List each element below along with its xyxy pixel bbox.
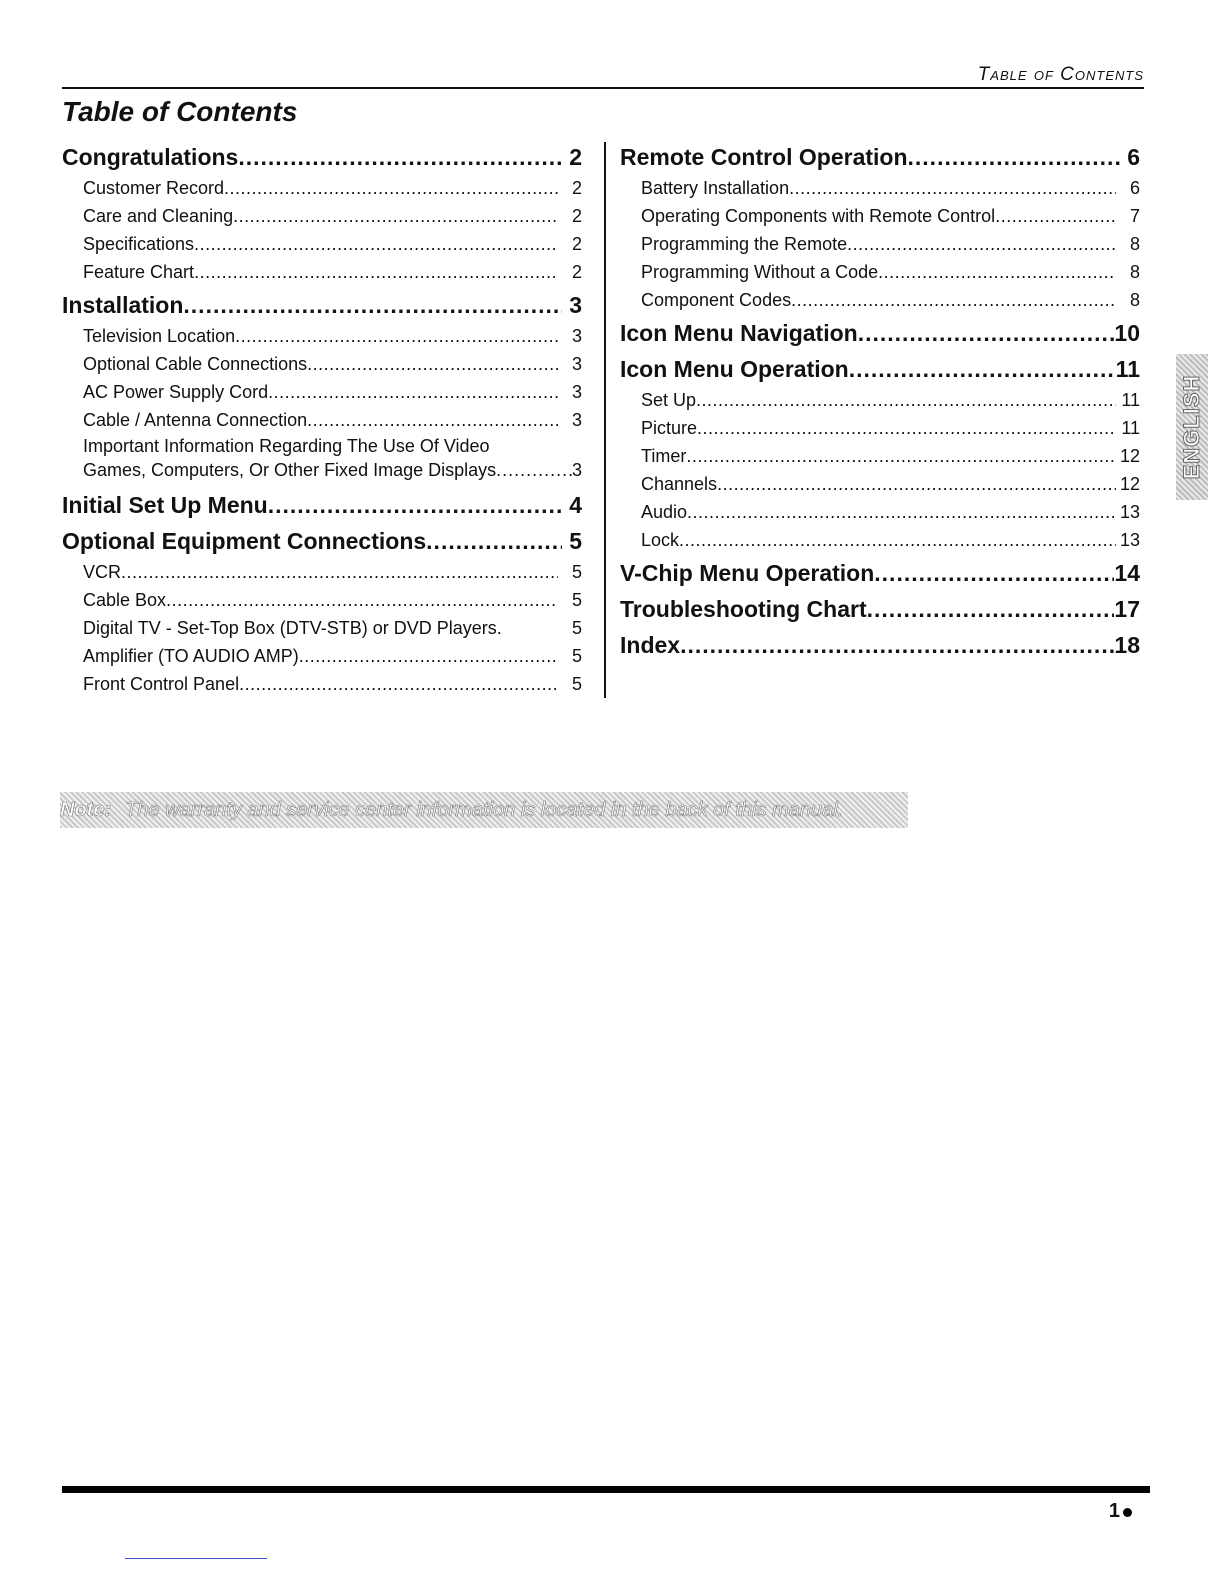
toc-subentry[interactable] bbox=[62, 350, 582, 378]
toc-entry-page: 3 bbox=[571, 382, 582, 402]
toc-entry-page: 12 bbox=[1119, 446, 1140, 466]
toc-subentry[interactable] bbox=[620, 414, 1140, 442]
toc-subentry[interactable] bbox=[620, 258, 1140, 286]
toc-entry-title: VCR bbox=[83, 562, 122, 582]
dot-leader bbox=[874, 556, 1114, 590]
toc-entry-title: Front Control Panel bbox=[83, 674, 240, 694]
toc-entry-title: Cable Box bbox=[83, 590, 167, 610]
footer-rule bbox=[62, 1486, 1150, 1493]
toc-entry-title: Feature Chart bbox=[83, 262, 195, 282]
toc-entry-page: 8 bbox=[1129, 290, 1140, 310]
toc-subentry-title-line1: Important Information Regarding The Use Of Video bbox=[83, 436, 490, 456]
toc-entry-title: Customer Record bbox=[83, 178, 225, 198]
dot-leader bbox=[235, 322, 558, 350]
dot-leader bbox=[789, 174, 1116, 202]
toc-entry-title: Lock bbox=[641, 530, 680, 550]
dot-leader bbox=[847, 230, 1116, 258]
toc-entry-page: 5 bbox=[571, 562, 582, 582]
toc-entry-title: Amplifier (TO AUDIO AMP) bbox=[83, 646, 299, 666]
toc-entry-title: Troubleshooting Chart bbox=[620, 596, 867, 622]
toc-entry-title: Set Up bbox=[641, 390, 697, 410]
toc-entry-page: 12 bbox=[1119, 474, 1140, 494]
toc-section[interactable] bbox=[620, 626, 1140, 662]
toc-entry-title: AC Power Supply Cord bbox=[83, 382, 269, 402]
dot-leader bbox=[679, 526, 1116, 554]
toc-subentry[interactable] bbox=[620, 470, 1140, 498]
toc-entry-title: Operating Components with Remote Control bbox=[641, 206, 996, 226]
toc-entry-page: 7 bbox=[1129, 206, 1140, 226]
toc-section[interactable] bbox=[62, 286, 582, 322]
toc-entry-title: V-Chip Menu Operation bbox=[620, 560, 875, 586]
toc-section[interactable] bbox=[620, 314, 1140, 350]
dot-leader bbox=[224, 174, 558, 202]
dot-leader bbox=[268, 378, 558, 406]
toc-entry-title: Icon Menu Operation bbox=[620, 356, 849, 382]
dot-leader bbox=[183, 288, 562, 322]
dot-leader bbox=[908, 140, 1120, 174]
toc-entry-page: 3 bbox=[571, 460, 582, 480]
page-number: 1 bbox=[1108, 1500, 1120, 1522]
dot-leader bbox=[867, 592, 1115, 626]
dot-leader bbox=[166, 586, 558, 614]
toc-subentry-row bbox=[83, 458, 582, 482]
dot-leader bbox=[307, 350, 558, 378]
toc-entry-page: 3 bbox=[571, 326, 582, 346]
toc-entry-title: Installation bbox=[62, 292, 184, 318]
dot-leader bbox=[194, 258, 558, 286]
toc-subentry[interactable] bbox=[62, 406, 582, 434]
dot-leader bbox=[791, 286, 1116, 314]
dot-leader bbox=[995, 202, 1116, 230]
toc-subentry[interactable] bbox=[620, 442, 1140, 470]
dot-leader bbox=[697, 414, 1116, 442]
toc-entry-title: Battery Installation bbox=[641, 178, 790, 198]
header-rule bbox=[62, 87, 1144, 89]
toc-entry-page: 8 bbox=[1129, 234, 1140, 254]
toc-left-column bbox=[62, 138, 582, 698]
toc-subentry[interactable] bbox=[620, 174, 1140, 202]
toc-entry-title: Optional Cable Connections bbox=[83, 354, 308, 374]
note-label: Note: bbox=[60, 799, 112, 821]
dot-leader bbox=[239, 670, 558, 698]
toc-section[interactable] bbox=[62, 486, 582, 522]
toc-entry-title: Index bbox=[620, 632, 681, 658]
dot-leader bbox=[686, 442, 1116, 470]
dot-leader bbox=[238, 140, 562, 174]
toc-section[interactable] bbox=[62, 138, 582, 174]
dot-leader bbox=[878, 258, 1116, 286]
toc-subentry[interactable] bbox=[62, 586, 582, 614]
toc-entry-page: 11 bbox=[1121, 390, 1140, 410]
dot-leader bbox=[687, 498, 1116, 526]
toc-entry-page: 2 bbox=[569, 144, 582, 170]
language-tab-label: ENGLISH bbox=[1179, 374, 1204, 480]
toc-entry-title: Initial Set Up Menu bbox=[62, 492, 268, 518]
toc-entry-page: 5 bbox=[571, 618, 582, 638]
toc-entry-title: Digital TV - Set-Top Box (DTV-STB) or DVD Players. bbox=[83, 618, 502, 638]
toc-entry-page: 5 bbox=[571, 646, 582, 666]
toc-subentry[interactable] bbox=[62, 174, 582, 202]
toc-entry-title: Congratulations bbox=[62, 144, 239, 170]
toc-entry-title: Television Location bbox=[83, 326, 236, 346]
toc-entry-page: 2 bbox=[571, 206, 582, 226]
toc-subentry[interactable] bbox=[62, 202, 582, 230]
dot-leader bbox=[717, 470, 1116, 498]
toc-entry-page: 8 bbox=[1129, 262, 1140, 282]
toc-entry-title: Cable / Antenna Connection bbox=[83, 410, 308, 430]
toc-right-column bbox=[620, 138, 1140, 662]
toc-subentry[interactable] bbox=[620, 526, 1140, 554]
toc-entry-page: 3 bbox=[571, 410, 582, 430]
toc-entry-page: 6 bbox=[1127, 144, 1140, 170]
toc-subentry[interactable] bbox=[62, 670, 582, 698]
dot-leader bbox=[299, 642, 558, 670]
toc-subentry[interactable] bbox=[62, 642, 582, 670]
toc-subentry[interactable] bbox=[620, 386, 1140, 414]
toc-entry-title: Games, Computers, Or Other Fixed Image Displays bbox=[83, 460, 497, 480]
toc-subentry[interactable] bbox=[620, 202, 1140, 230]
toc-entry-page: 5 bbox=[571, 590, 582, 610]
toc-entry-title: Programming Without a Code bbox=[641, 262, 879, 282]
bullet-icon bbox=[1123, 1508, 1132, 1517]
toc-subentry[interactable] bbox=[620, 230, 1140, 258]
toc-entry-title: Care and Cleaning bbox=[83, 206, 234, 226]
toc-section[interactable] bbox=[620, 590, 1140, 626]
toc-entry-page: 14 bbox=[1114, 560, 1140, 586]
toc-entry-page: 2 bbox=[571, 178, 582, 198]
dot-leader bbox=[194, 230, 558, 258]
dot-leader bbox=[496, 458, 572, 482]
toc-entry-page: 4 bbox=[569, 492, 582, 518]
toc-section[interactable] bbox=[620, 350, 1140, 386]
toc-entry-page: 2 bbox=[571, 262, 582, 282]
page-title: Table of Contents bbox=[62, 96, 298, 127]
running-header: Table of Contents bbox=[977, 64, 1144, 85]
toc-entry-page: 18 bbox=[1114, 632, 1140, 658]
note-text: The warranty and service center information is located in the back of this manual. bbox=[125, 799, 844, 821]
toc-subentry[interactable] bbox=[620, 498, 1140, 526]
toc-entry-title: Timer bbox=[641, 446, 687, 466]
toc-section[interactable] bbox=[620, 138, 1140, 174]
toc-entry-title: Component Codes bbox=[641, 290, 792, 310]
toc-subentry[interactable] bbox=[62, 558, 582, 586]
toc-subentry[interactable] bbox=[62, 258, 582, 286]
toc-entry-page: 2 bbox=[571, 234, 582, 254]
toc-entry-page: 17 bbox=[1114, 596, 1140, 622]
dot-leader bbox=[696, 386, 1116, 414]
toc-entry-title: Picture bbox=[641, 418, 698, 438]
toc-entry-title: Icon Menu Navigation bbox=[620, 320, 858, 346]
toc-subentry[interactable] bbox=[62, 434, 582, 486]
toc-subentry[interactable] bbox=[62, 378, 582, 406]
toc-entry-title: Audio bbox=[641, 502, 688, 522]
footer-link-underline bbox=[125, 1558, 267, 1559]
dot-leader bbox=[233, 202, 558, 230]
dot-leader bbox=[849, 352, 1116, 386]
toc-entry-page: 6 bbox=[1129, 178, 1140, 198]
toc-subentry[interactable] bbox=[62, 322, 582, 350]
toc-entry-page: 3 bbox=[569, 292, 582, 318]
column-divider bbox=[604, 142, 606, 698]
toc-subentry[interactable] bbox=[62, 614, 582, 642]
toc-entry-title: Specifications bbox=[83, 234, 195, 254]
toc-entry-title: Remote Control Operation bbox=[620, 144, 908, 170]
dot-leader bbox=[858, 316, 1115, 350]
toc-entry-page: 13 bbox=[1119, 530, 1140, 550]
toc-entry-title: Channels bbox=[641, 474, 718, 494]
toc-entry-page: 10 bbox=[1114, 320, 1140, 346]
toc-entry-title: Programming the Remote bbox=[641, 234, 848, 254]
toc-entry-page: 11 bbox=[1121, 418, 1140, 438]
toc-entry-page: 3 bbox=[571, 354, 582, 374]
toc-subentry[interactable] bbox=[620, 286, 1140, 314]
language-tab bbox=[1176, 354, 1208, 500]
toc-entry-page: 5 bbox=[569, 528, 582, 554]
dot-leader bbox=[268, 488, 562, 522]
toc-section[interactable] bbox=[620, 554, 1140, 590]
dot-leader bbox=[680, 628, 1114, 662]
dot-leader bbox=[426, 524, 562, 558]
dot-leader bbox=[307, 406, 558, 434]
toc-subentry[interactable] bbox=[62, 230, 582, 258]
note-banner bbox=[60, 792, 908, 828]
toc-section[interactable] bbox=[62, 522, 582, 558]
toc-entry-title: Optional Equipment Connections bbox=[62, 528, 427, 554]
toc-entry-page: 5 bbox=[571, 674, 582, 694]
dot-leader bbox=[121, 558, 558, 586]
toc-entry-page: 13 bbox=[1119, 502, 1140, 522]
toc-entry-page: 11 bbox=[1115, 356, 1140, 382]
